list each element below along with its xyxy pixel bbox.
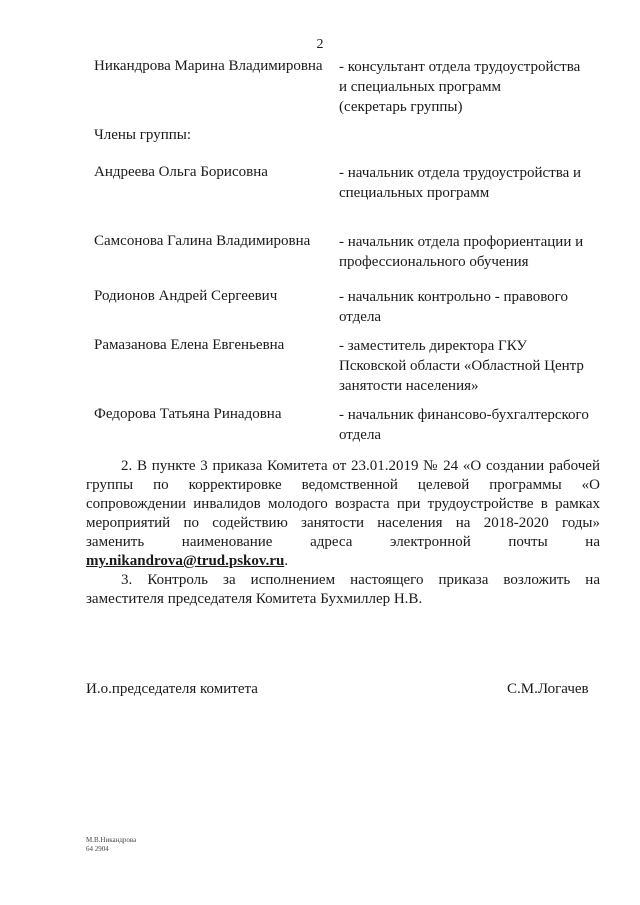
email-line [86, 552, 600, 571]
paragraph-line: 3. Контроль за исполнением настоящего приказа возложить на [121, 572, 600, 588]
role-line: занятости населения» [339, 378, 479, 394]
signatory-title: И.о.председателя комитета [86, 681, 258, 697]
role-line: отдела [339, 309, 382, 325]
email-suffix: . [284, 553, 289, 569]
member-role [339, 287, 609, 327]
executor-name: М.В.Никандрова [86, 836, 137, 844]
paragraph-line: 2. В пункте 3 приказа Комитета от 23.01.2019 № 24 «О создании рабочей [121, 458, 600, 474]
role-line: Псковской области «Областной Центр [339, 358, 584, 374]
member-role [339, 163, 609, 203]
paragraph-2 [86, 457, 600, 571]
paragraph-3 [86, 571, 600, 609]
role-line: - начальник финансово-бухгалтерского [339, 407, 589, 423]
member-name: Родионов Андрей Сергеевич [94, 288, 278, 304]
role-line: - начальник отдела трудоустройства и [339, 165, 582, 181]
role-line: (секретарь группы) [339, 99, 463, 115]
secretary-name: Никандрова Марина Владимировна [94, 58, 323, 74]
secretary-role [339, 57, 609, 117]
member-name: Самсонова Галина Владимировна [94, 233, 311, 249]
executor-phone: 64 2904 [86, 845, 109, 853]
paragraph-line: заменить наименование адреса электронной почты на [86, 534, 600, 550]
member-name: Андреева Ольга Борисовна [94, 164, 268, 180]
page-number: 2 [316, 37, 324, 52]
role-line: - начальник контрольно - правового [339, 289, 568, 305]
role-line: - консультант отдела трудоустройства [339, 59, 581, 75]
role-line: - начальник отдела профориентации и [339, 234, 584, 250]
signatory-name: С.М.Логачев [507, 681, 589, 697]
role-line: специальных программ [339, 185, 490, 201]
paragraph-line: группы по корректировке ведомственной целевой программы «О [86, 477, 600, 493]
paragraph-line: сопровождении инвалидов молодого возраста при трудоустройстве в рамках [86, 496, 600, 512]
role-line: отдела [339, 427, 382, 443]
member-role [339, 336, 609, 396]
member-name: Федорова Татьяна Ринадовна [94, 406, 282, 422]
member-role [339, 232, 609, 272]
members-heading: Члены группы: [94, 127, 192, 143]
email-link[interactable]: my.nikandrova@trud.pskov.ru [86, 553, 285, 569]
paragraph-line: мероприятий по содействию занятости населения на 2018-2020 годы» [86, 515, 600, 531]
executor-footer [86, 836, 136, 854]
role-line: и специальных программ [339, 79, 501, 95]
role-line: профессионального обучения [339, 254, 529, 270]
member-name: Рамазанова Елена Евгеньевна [94, 337, 285, 353]
member-role [339, 405, 609, 445]
paragraph-line: заместителя председателя Комитета Бухмиллер Н.В. [86, 591, 423, 607]
role-line: - заместитель директора ГКУ [339, 338, 528, 354]
